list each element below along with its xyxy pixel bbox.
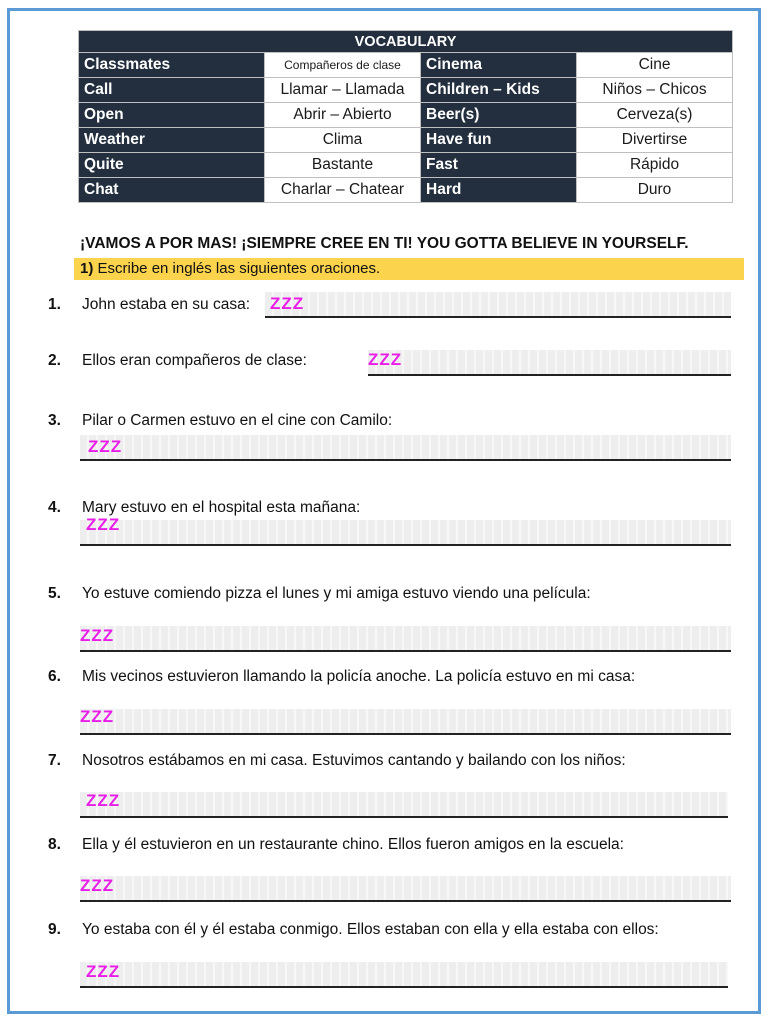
answer-text-3: ZZZ: [88, 437, 123, 456]
vocab-english: Quite: [79, 153, 265, 178]
vocab-english: Fast: [421, 153, 577, 178]
vocab-english: Hard: [421, 178, 577, 203]
answer-field-8[interactable]: [80, 876, 731, 902]
vocab-spanish: Duro: [577, 178, 733, 203]
vocab-english: Open: [79, 103, 265, 128]
vocab-row: [79, 78, 733, 103]
motto-heading: ¡VAMOS A POR MAS! ¡SIEMPRE CREE EN TI! YOU GOTTA BELIEVE IN YOURSELF.: [80, 235, 689, 252]
answer-text-7: ZZZ: [86, 791, 121, 810]
question-3: [48, 412, 392, 430]
question-text: Yo estaba con él y él estaba conmigo. Ellos estaban con ella y ella estaba con ellos:: [82, 921, 659, 938]
answer-text-4: ZZZ: [86, 515, 121, 534]
vocab-row: [79, 178, 733, 203]
question-9: [48, 921, 659, 939]
vocab-english: Chat: [79, 178, 265, 203]
question-text: Pilar o Carmen estuvo en el cine con Camilo:: [82, 412, 393, 429]
question-text: Mary estuvo en el hospital esta mañana:: [82, 499, 361, 516]
answer-field-7[interactable]: [80, 792, 728, 818]
question-text: Ellos eran compañeros de clase:: [82, 352, 307, 369]
question-7: [48, 752, 626, 770]
vocab-english: Cinema: [421, 53, 577, 78]
question-number: 8.: [48, 836, 61, 853]
question-text: John estaba en su casa:: [82, 296, 251, 313]
vocab-spanish: Llamar – Llamada: [265, 78, 421, 103]
answer-field-3[interactable]: [80, 435, 731, 461]
answer-text-9: ZZZ: [86, 962, 121, 981]
vocab-spanish: Bastante: [265, 153, 421, 178]
exercise-instruction: [74, 258, 744, 280]
vocab-english: Classmates: [79, 53, 265, 78]
question-8: [48, 836, 624, 854]
answer-text-8: ZZZ: [80, 876, 115, 895]
question-text: Yo estuve comiendo pizza el lunes y mi amiga estuvo viendo una película:: [82, 585, 591, 602]
question-number: 5.: [48, 585, 61, 602]
vocab-english: Have fun: [421, 128, 577, 153]
answer-field-5[interactable]: [80, 626, 731, 652]
vocab-english: Weather: [79, 128, 265, 153]
vocabulary-title: VOCABULARY: [79, 31, 733, 53]
vocab-spanish: Rápido: [577, 153, 733, 178]
answer-text-6: ZZZ: [80, 707, 115, 726]
vocabulary-table: [78, 30, 733, 203]
answer-text-5: ZZZ: [80, 626, 115, 645]
vocab-spanish: Compañeros de clase: [265, 53, 421, 78]
vocab-spanish: Clima: [265, 128, 421, 153]
question-text: Nosotros estábamos en mi casa. Estuvimos cantando y bailando con los niños:: [82, 752, 626, 769]
answer-field-4[interactable]: [80, 520, 731, 546]
question-1: [48, 296, 250, 314]
answer-field-9[interactable]: [80, 962, 728, 988]
vocab-spanish: Divertirse: [577, 128, 733, 153]
answer-text-1: ZZZ: [270, 294, 305, 313]
vocab-row: [79, 128, 733, 153]
exercise-number: 1): [80, 260, 94, 277]
vocab-row: [79, 103, 733, 128]
question-2: [48, 352, 307, 370]
question-number: 1.: [48, 296, 61, 313]
question-number: 9.: [48, 921, 61, 938]
question-text: Ella y él estuvieron en un restaurante chino. Ellos fueron amigos en la escuela:: [82, 836, 624, 853]
vocab-english: Beer(s): [421, 103, 577, 128]
vocab-row: [79, 153, 733, 178]
vocab-spanish: Niños – Chicos: [577, 78, 733, 103]
answer-text-2: ZZZ: [368, 350, 403, 369]
answer-field-6[interactable]: [80, 709, 731, 735]
vocab-spanish: Charlar – Chatear: [265, 178, 421, 203]
answer-field-1[interactable]: [265, 292, 731, 318]
vocab-spanish: Abrir – Abierto: [265, 103, 421, 128]
question-text: Mis vecinos estuvieron llamando la policía anoche. La policía estuvo en mi casa:: [82, 668, 636, 685]
question-number: 4.: [48, 499, 61, 516]
vocab-spanish: Cine: [577, 53, 733, 78]
question-number: 7.: [48, 752, 61, 769]
answer-field-2[interactable]: [368, 350, 731, 376]
exercise-instruction-text: Escribe en inglés las siguientes oraciones.: [93, 260, 381, 277]
vocab-english: Call: [79, 78, 265, 103]
vocab-english: Children – Kids: [421, 78, 577, 103]
vocab-row: [79, 53, 733, 78]
vocab-spanish: Cerveza(s): [577, 103, 733, 128]
question-number: 3.: [48, 412, 61, 429]
question-6: [48, 668, 635, 686]
question-number: 6.: [48, 668, 61, 685]
question-5: [48, 585, 591, 603]
question-number: 2.: [48, 352, 61, 369]
